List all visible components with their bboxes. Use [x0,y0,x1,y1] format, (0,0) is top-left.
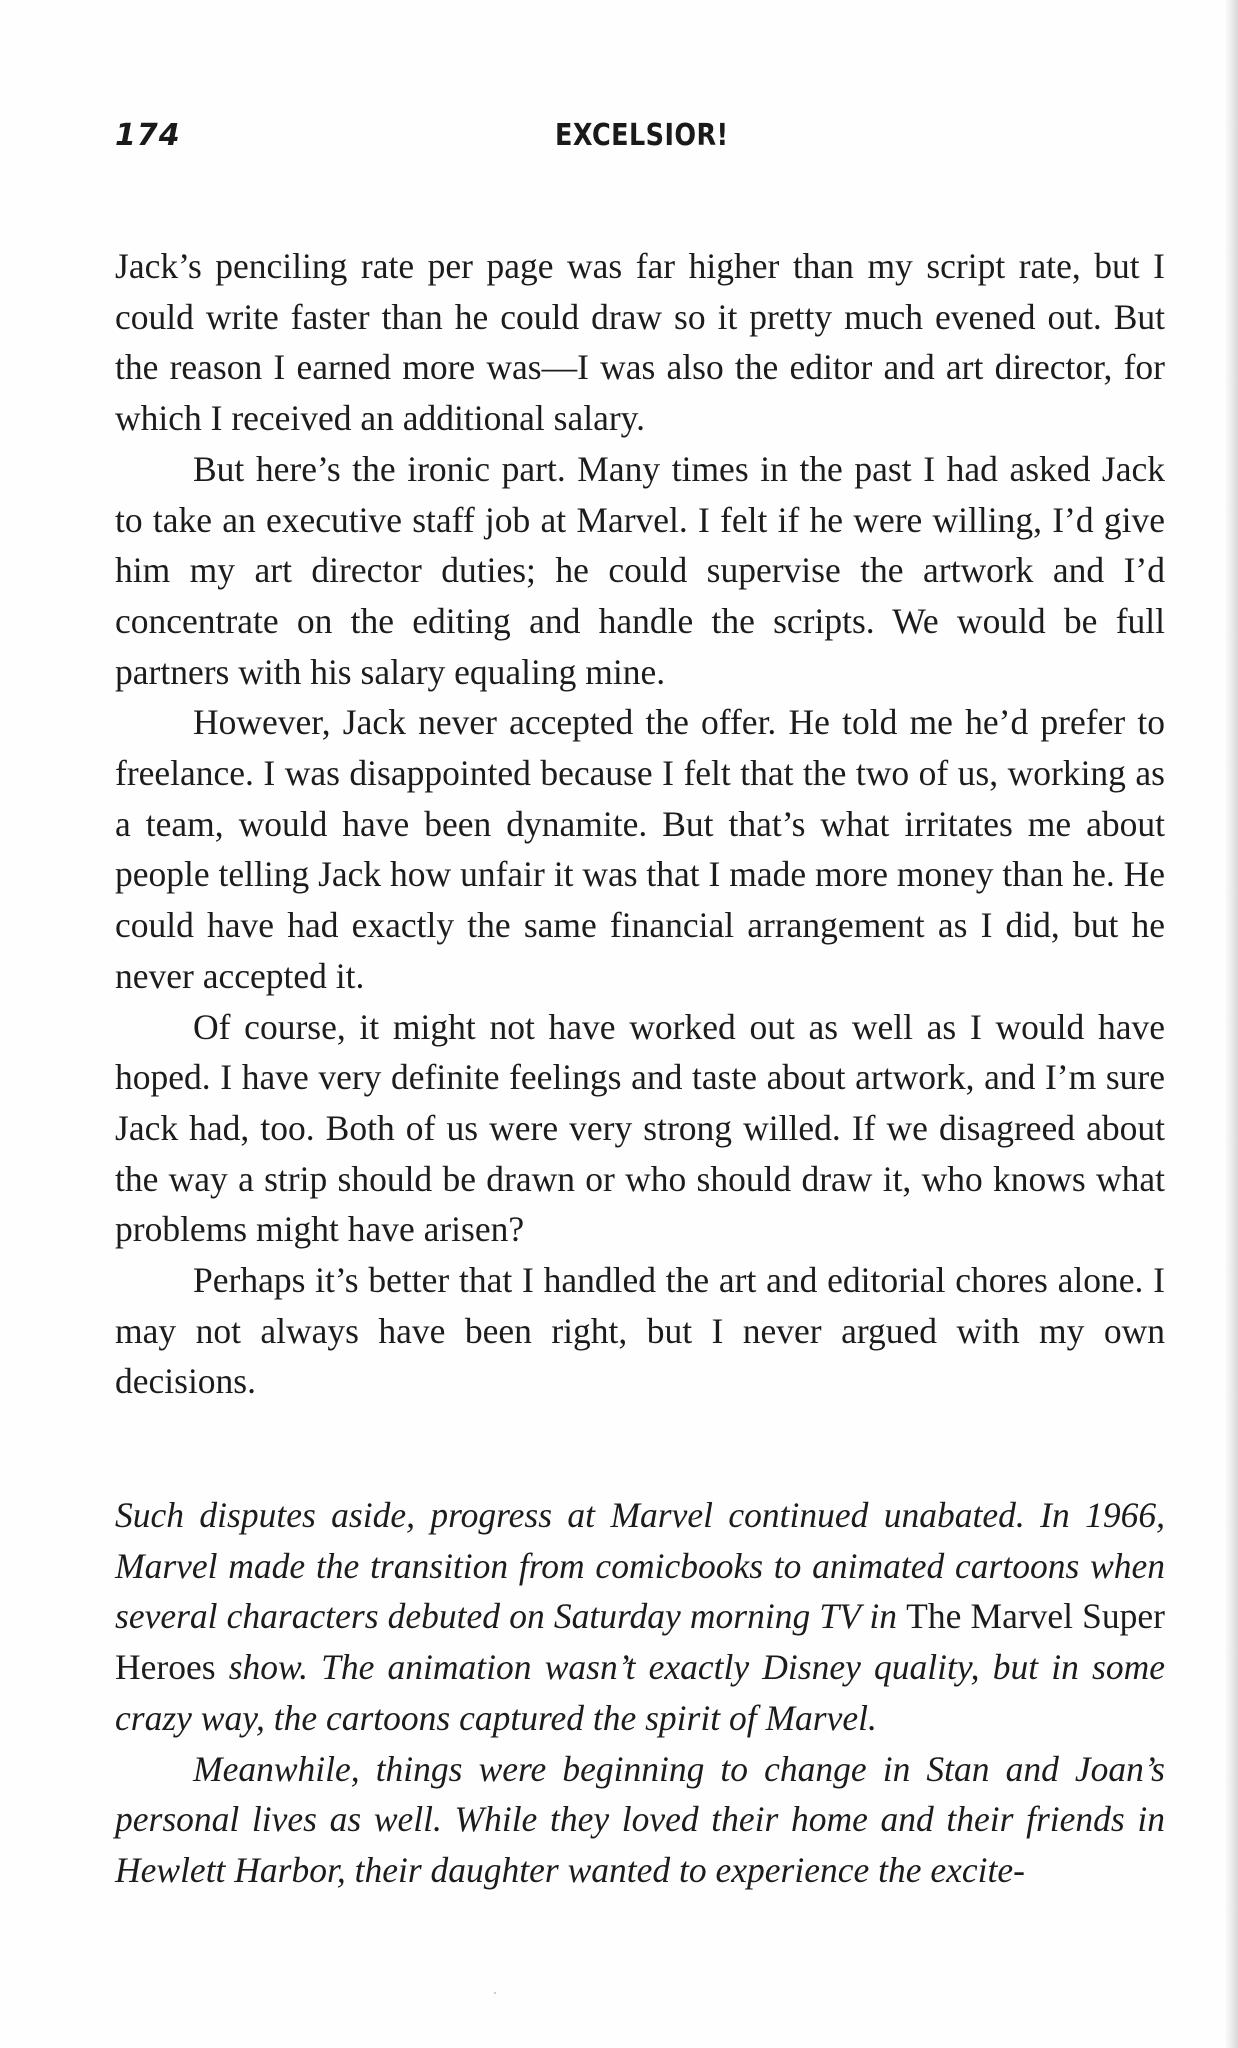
body-paragraph: Jack’s penciling rate per page was far higher than my script rate, but I could write faster than he could draw so it pretty much evened out. But the reason I earned more was—I was also the editor and art director, for which I received an additional salary. [115,246,1165,439]
body-text [115,241,1165,1407]
narration-paragraph: Meanwhile, things were beginning to change in Stan and Joan’s personal lives as well. While they loved their home and their friends in Hewlett Harbor, their daughter wanted to experience the excite- [115,1748,1165,1890]
narration-paragraph [115,1490,1165,1744]
narration-text [115,1490,1165,1896]
print-speck [494,1992,496,1994]
show-title: The Marvel Super Heroes [115,1596,1165,1688]
body-paragraph: But here’s the ironic part. Many times in the past I had asked Jack to take an executive staff job at Marvel. I felt if he were willing, I’d give him my art director duties; he could supervise the artwork and I’d concentrate on the editing and handle the scripts. We would be full partners with his salary equaling mine. [115,448,1165,692]
body-paragraph: Perhaps it’s better that I handled the art and editorial chores alone. I may not always have been right, but I never argued with my own decisions. [115,1260,1165,1402]
body-paragraph: Of course, it might not have worked out as well as I would have hoped. I have very definite feelings and taste about artwork, and I’m sure Jack had, too. Both of us were very strong willed. If we disagreed about the way a strip should be drawn or who should draw it, who knows what problems might have arisen? [115,1006,1165,1250]
body-paragraph: However, Jack never accepted the offer. He told me he’d prefer to freelance. I was disappointed because I felt that the two of us, working as a team, would have been dynamite. But that’s what irritates me about people telling Jack how unfair it was that I made more money than he. He could have had exactly the same financial arrangement as I did, but he never accepted it. [115,702,1165,996]
running-title: EXCELSIOR! [555,118,729,153]
narration-text-before: Such disputes aside, progress at Marvel continued unabated. In 1966, Marvel made the transition from comicbooks to animated cartoons when several characters debuted on Saturday morning TV in [115,1495,1165,1637]
page-edge-shadow [1224,0,1238,2048]
running-head [115,118,1165,168]
page-number: 174 [115,118,181,153]
narration-text-after: show. The animation wasn’t exactly Disney quality, but in some crazy way, the cartoons captured the spirit of Marvel. [115,1647,1165,1738]
